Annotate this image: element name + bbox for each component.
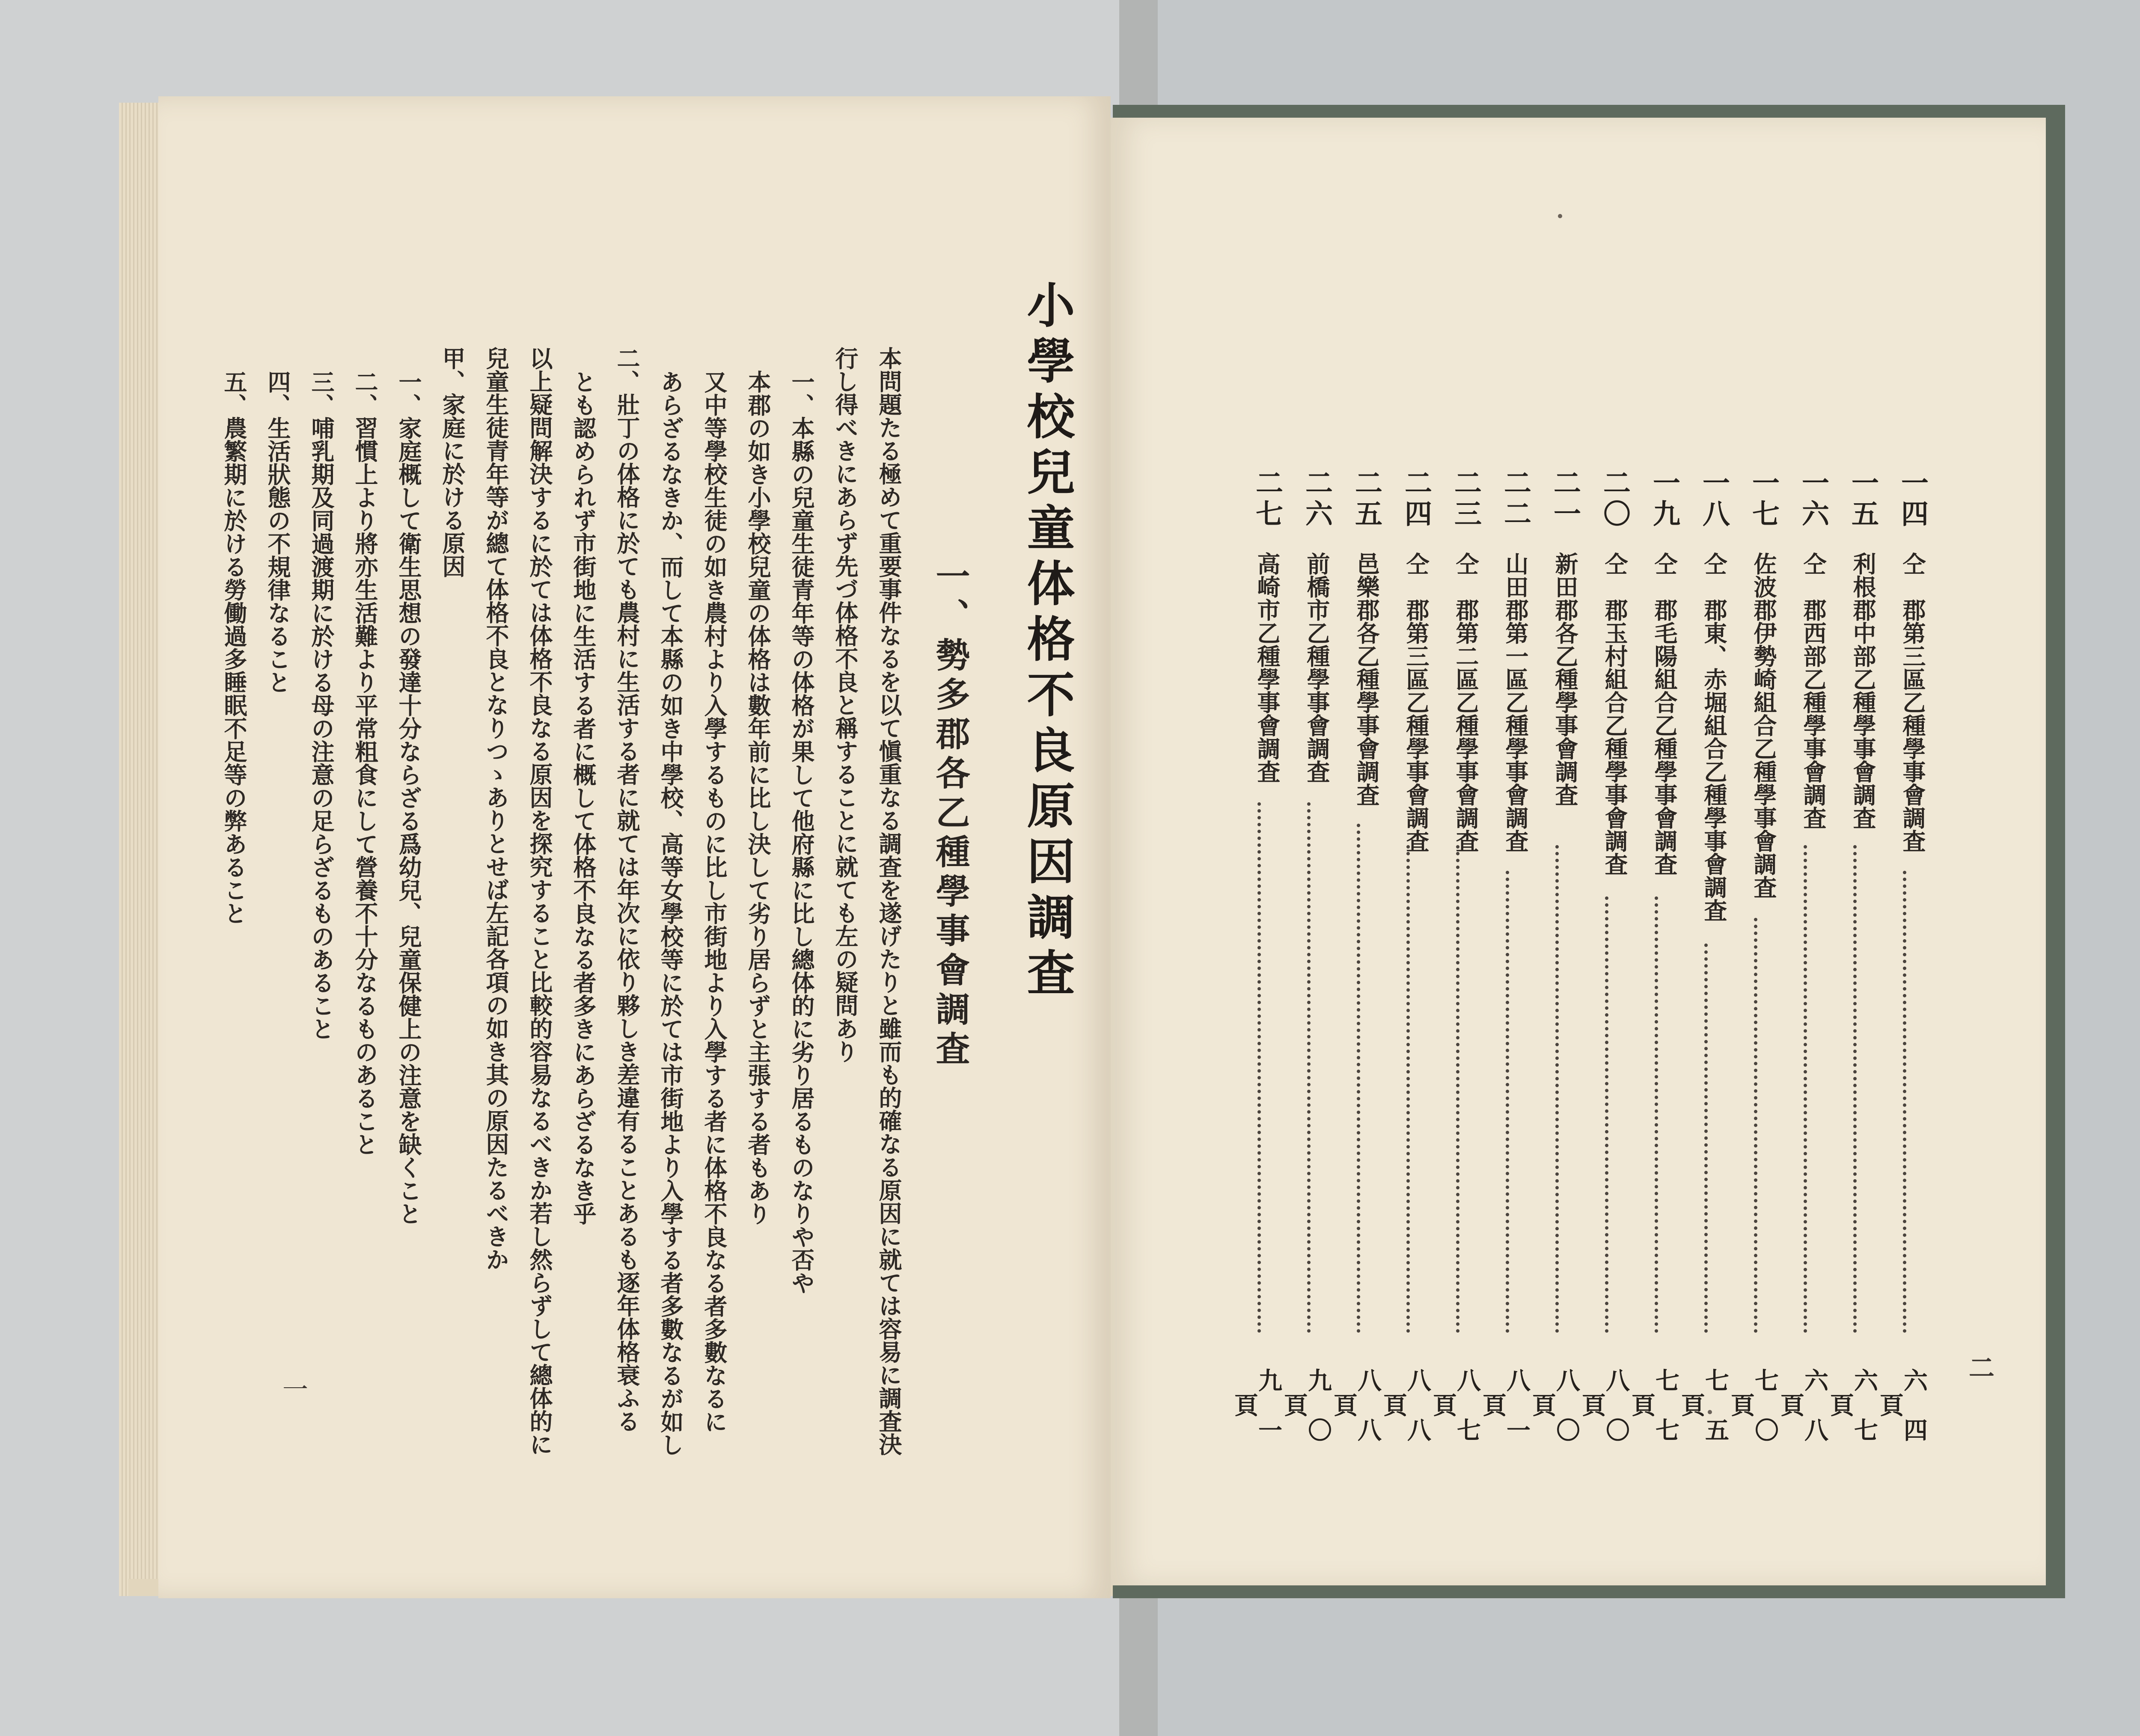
toc-page: 六七頁 [1826, 1368, 1878, 1467]
section-heading: 一、勢多郡各乙種學事會調査 [930, 558, 970, 1070]
toc-number: 一九 [1648, 469, 1680, 530]
toc-leader-dots [1903, 871, 1906, 1333]
toc-title: 新田郡各乙種學事會調査 [1552, 552, 1579, 806]
toc-page: 六八頁 [1777, 1368, 1829, 1467]
page-number: 二 [1965, 1354, 1994, 1380]
toc-page: 九一頁 [1230, 1368, 1283, 1467]
toc-page: 七五頁 [1677, 1368, 1730, 1467]
body-column: 二、壯丁の体格に於ても農村に生活する者に就ては年次に依り夥しき差違有ることあるも逐年体格衰ふる [613, 347, 641, 1433]
toc-leader-dots [1853, 845, 1857, 1333]
toc-title: 仝 郡東、赤堀組合乙種學事會調査 [1700, 552, 1728, 922]
body-column: 一、本縣の兒童生徒青年等の体格が果して他府縣に比し總体的に劣り居るものなりや否や [788, 370, 815, 1294]
body-column: 本問題たる極めて重要事件なるを以て愼重なる調査を遂げたりと雖而も的確なる原因に就ては容易に調査決 [875, 347, 903, 1456]
toc-leader-dots [1804, 845, 1807, 1333]
toc-title: 仝 郡西部乙種學事會調査 [1800, 552, 1827, 829]
toc-number: 二〇 [1599, 469, 1631, 530]
toc-number: 二四 [1400, 469, 1432, 530]
toc-leader-dots [1605, 896, 1608, 1333]
right-page [1111, 118, 2046, 1585]
toc-entry [1777, 469, 1829, 1487]
toc-entry [1727, 469, 1780, 1487]
toc-title: 仝 郡第二區乙種學事會調査 [1452, 552, 1480, 852]
toc-title: 仝 郡毛陽組合乙種學事會調査 [1651, 552, 1678, 875]
toc-entry [1379, 469, 1432, 1487]
toc-leader-dots [1506, 871, 1509, 1333]
toc-number: 二六 [1301, 469, 1333, 530]
toc-entry [1429, 469, 1482, 1487]
toc-number: 二一 [1549, 469, 1581, 530]
body-column: 二、習慣上より將亦生活難より平常粗食にして營養不十分なるものあること [351, 370, 379, 1156]
toc-number: 一四 [1896, 469, 1929, 530]
body-column: 五、農繁期に於ける勞働過多睡眠不足等の弊あること [220, 370, 248, 925]
toc-leader-dots [1357, 824, 1360, 1333]
body-column: あらざるなきか、而して本縣の如き中學校、高等女學校等に於ては市街地より入學する者多數なるが如し [657, 370, 684, 1456]
toc-entry [1330, 469, 1382, 1487]
toc-number: 一六 [1797, 469, 1829, 530]
toc-leader-dots [1655, 896, 1658, 1333]
toc-leader-dots [1307, 802, 1311, 1333]
toc-number: 二五 [1350, 469, 1382, 530]
toc-entry [1628, 469, 1680, 1487]
toc-page: 八八頁 [1379, 1368, 1432, 1467]
toc-title: 佐波郡伊勢崎組合乙種學事會調査 [1750, 552, 1777, 899]
toc-title: 利根郡中部乙種學事會調査 [1849, 552, 1877, 829]
page-number: 一 [278, 1376, 308, 1401]
body-column: 四、生活狀態の不規律なること [264, 370, 291, 694]
toc-entry [1876, 469, 1929, 1487]
toc-page: 八〇頁 [1578, 1368, 1630, 1467]
body-column: 本郡の如き小學校兒童の体格は數年前に比し決して劣り居らずと主張する者もあり [744, 370, 772, 1225]
body-column: 以上疑問解決するに於ては体格不良なる原因を探究すること比較的容易なるべきか若し然らずして總体的に [526, 347, 553, 1456]
page-title: 小學校兒童体格不良原因調査 [1019, 280, 1075, 1003]
toc-leader-dots [1555, 845, 1559, 1333]
body-column: 三、哺乳期及同過渡期に於ける母の注意の足らざるものあること [308, 370, 335, 1040]
toc-leader-dots [1456, 845, 1459, 1333]
body-column: 又中等學校生徒の如き農村より入學するものに比し市街地より入學する者に体格不良なる者多數なるに [701, 370, 728, 1433]
paper-speck [1558, 214, 1562, 218]
toc-number: 一八 [1698, 469, 1730, 530]
toc-title: 山田郡第一區乙種學事會調査 [1502, 552, 1529, 852]
body-column: 行し得べきにあらず先づ体格不良と稱することに就ても左の疑問あり [832, 347, 859, 1063]
toc-entry [1280, 469, 1333, 1487]
toc-entry [1528, 469, 1581, 1487]
toc-title: 仝 郡玉村組合乙種學事會調査 [1601, 552, 1629, 875]
toc-page: 八一頁 [1479, 1368, 1531, 1467]
toc-page: 九〇頁 [1280, 1368, 1332, 1467]
toc-entry [1479, 469, 1531, 1487]
toc-number: 二二 [1499, 469, 1531, 530]
toc-entry [1230, 469, 1283, 1487]
toc-leader-dots [1257, 802, 1261, 1333]
toc-page: 八八頁 [1330, 1368, 1382, 1467]
toc-page: 六四頁 [1876, 1368, 1928, 1467]
toc-leader-dots [1704, 944, 1708, 1333]
body-column: とも認められず市街地に生活する者に概して体格不良なる者多きにあらざるなき乎 [570, 370, 597, 1225]
left-page [158, 96, 1111, 1598]
toc-page: 八〇頁 [1528, 1368, 1581, 1467]
toc-title: 仝 郡第三區乙種學事會調査 [1899, 552, 1926, 852]
toc-title: 邑樂郡各乙種學事會調査 [1353, 552, 1380, 806]
toc-title: 高崎市乙種學事會調査 [1254, 552, 1281, 783]
body-column: 兒童生徒青年等が總て体格不良となりつゝありとせば左記各項の如き其の原因たるべきか [482, 347, 510, 1271]
toc-page: 七七頁 [1628, 1368, 1680, 1467]
body-column: 甲、家庭に於ける原因 [439, 347, 466, 578]
toc-leader-dots [1406, 845, 1410, 1333]
toc-number: 一七 [1748, 469, 1780, 530]
toc-title: 前橋市乙種學事會調査 [1303, 552, 1331, 783]
toc-leader-dots [1754, 918, 1757, 1333]
toc-entry [1826, 469, 1879, 1487]
toc-number: 二三 [1450, 469, 1482, 530]
toc-page: 八七頁 [1429, 1368, 1481, 1467]
toc-title: 仝 郡第三區乙種學事會調査 [1403, 552, 1430, 852]
toc-entry [1677, 469, 1730, 1487]
toc-page: 七〇頁 [1727, 1368, 1779, 1467]
body-column: 一、家庭概して衛生思想の發達十分ならざる爲幼兒、兒童保健上の注意を缺くこと [395, 370, 422, 1225]
toc-number: 一五 [1847, 469, 1879, 530]
toc-number: 二七 [1251, 469, 1283, 530]
toc-entry [1578, 469, 1631, 1487]
